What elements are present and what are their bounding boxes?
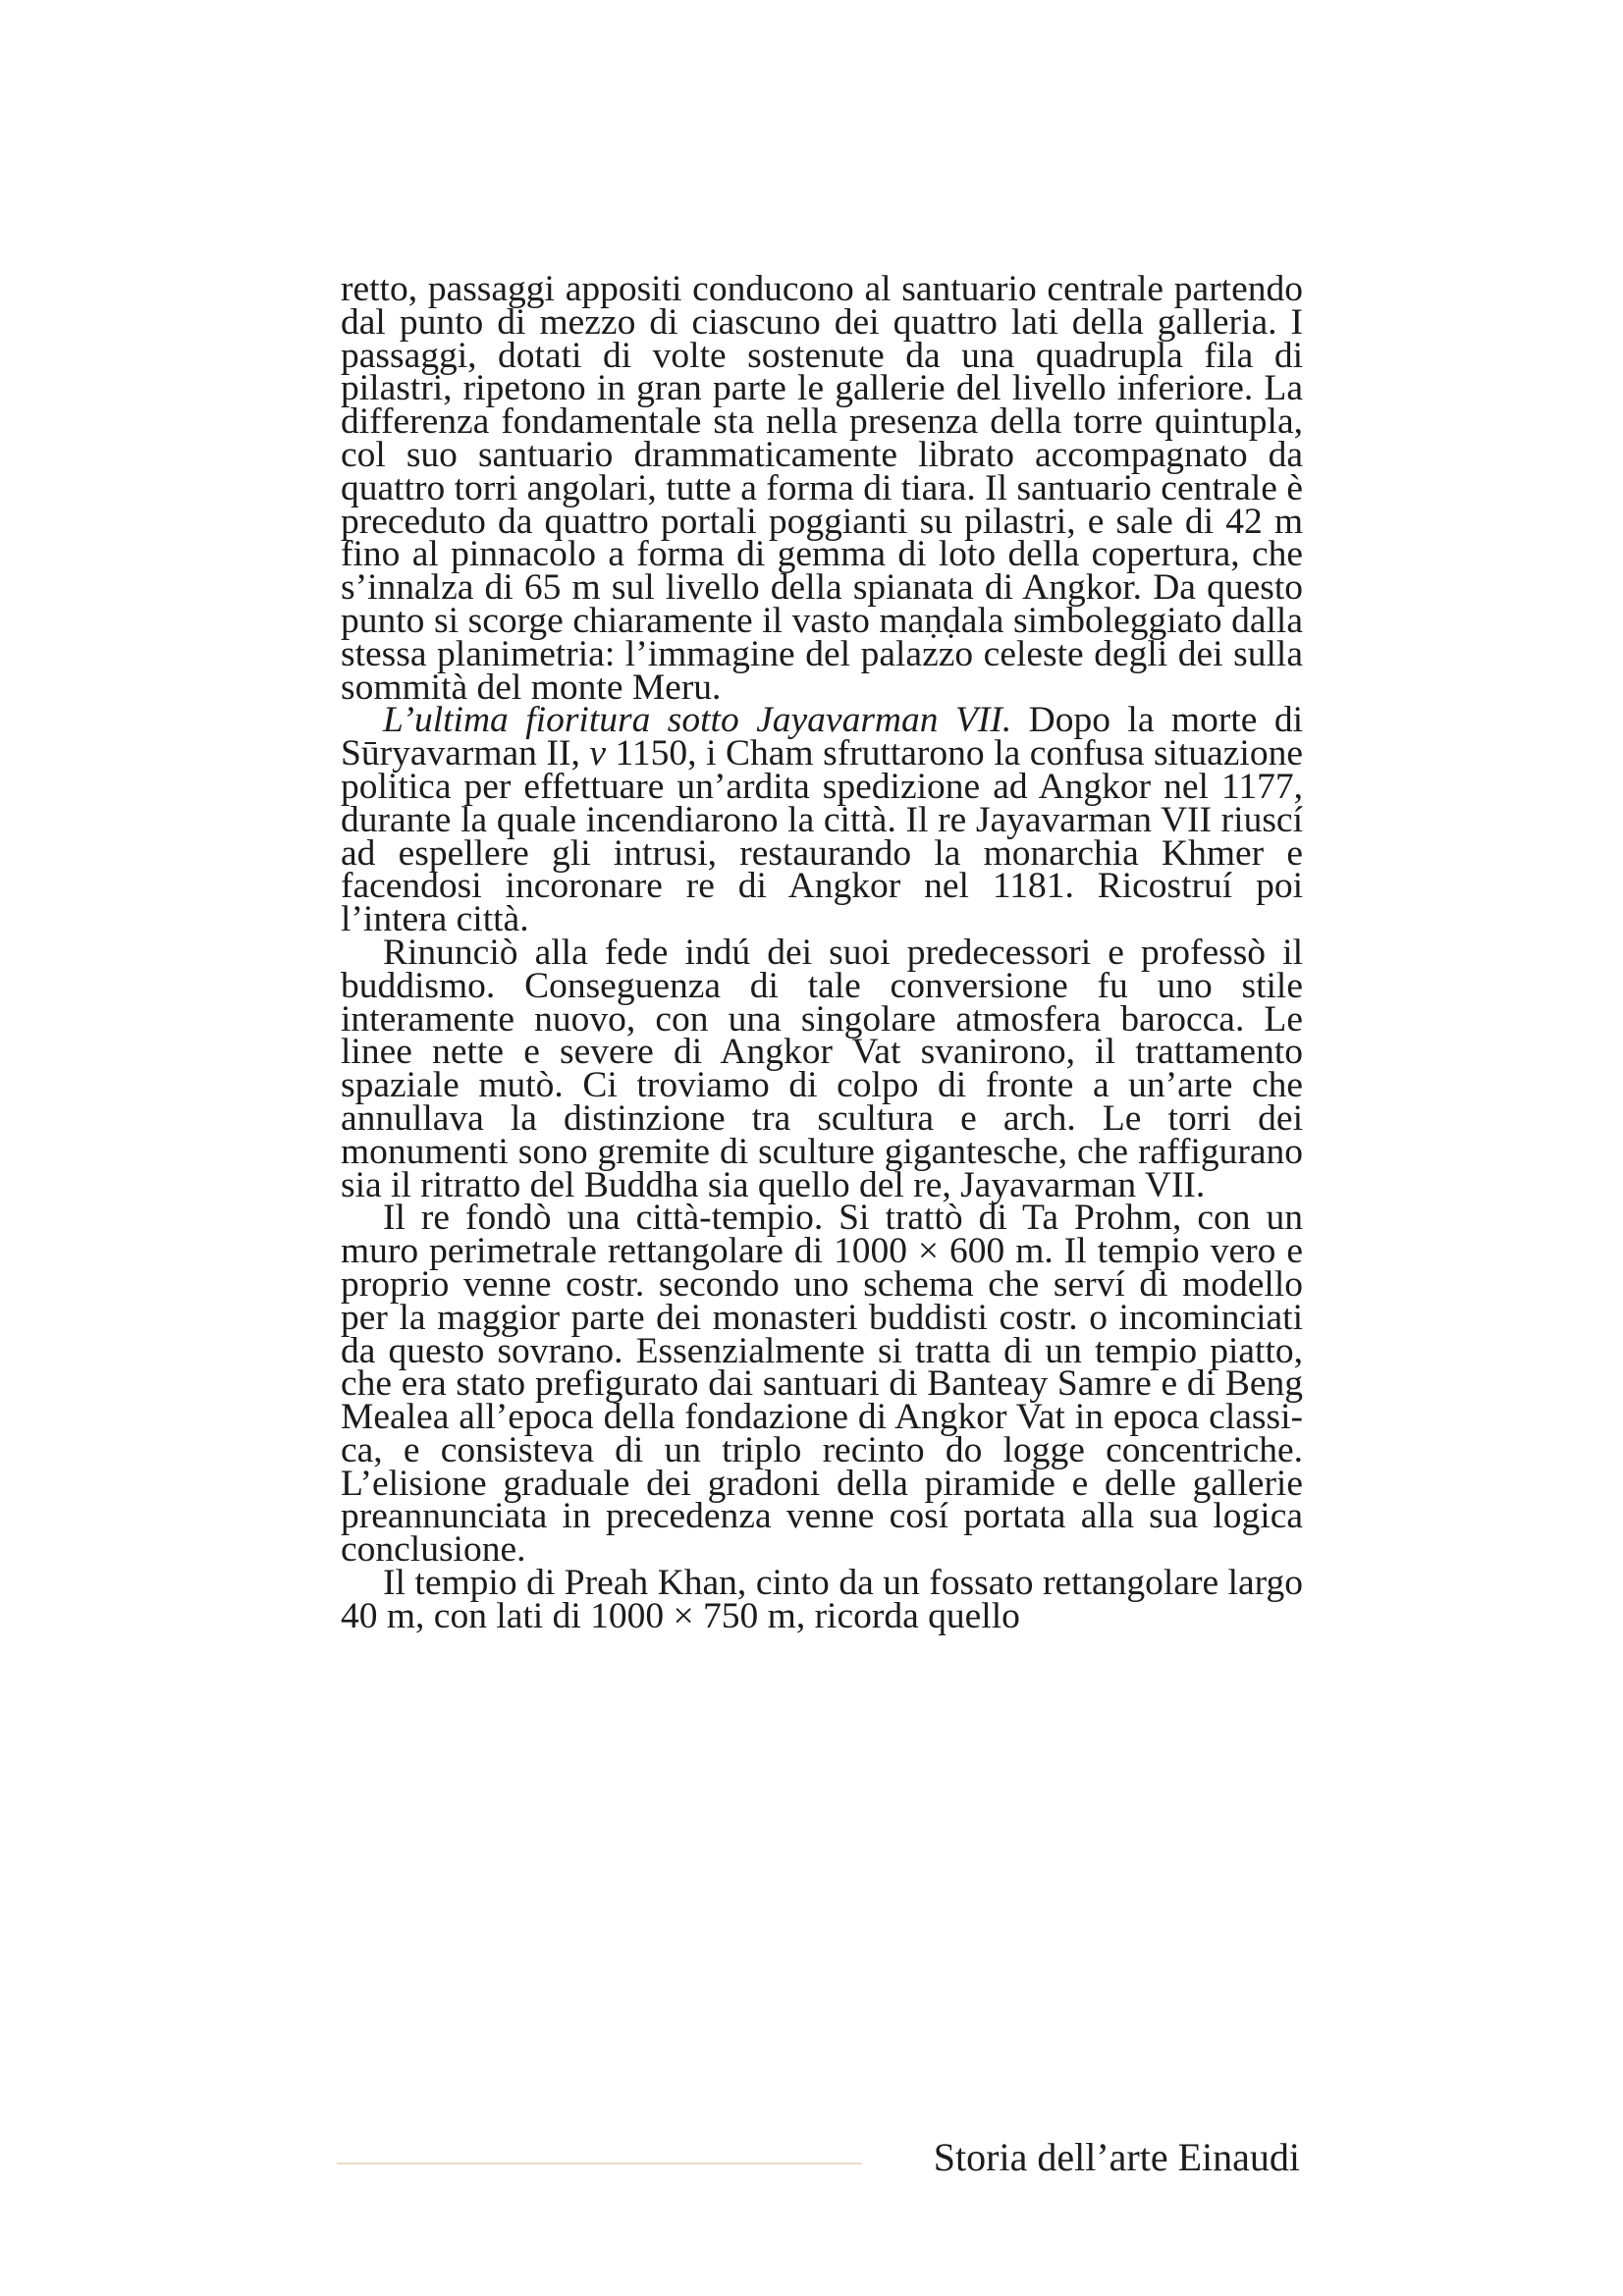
paragraph: Il re fondò una città-tempio. Si trattò di Ta Prohm, con un muro perimetrale rettangolare di 1000 × 600 m. Il tempio vero e proprio venne costr. secondo uno schema che serví di modello per la maggior parte dei monasteri buddisti costr. o incominciati da questo sovrano. Essenzialmente si tratta di un tempio piatto, che era stato prefigurato dai santuari di Banteay Samre e di Beng Mealea all’epoca della fondazione di Angkor Vat in epoca classica, e consisteva di un triplo recinto do logge concentriche. L’elisione graduale dei gradoni della piramide e delle gallerie preannunciata in precedenza venne cosí portata alla sua logica conclusione. [341,1198,1303,1571]
circa-abbreviation: v [589,733,607,774]
paragraph-text: Dopo la morte di Sūryavarman II, [341,700,1303,774]
paragraph [341,700,1303,940]
paragraph: Il tempio di Preah Khan, cinto da un fossato rettangolare largo 40 m, con lati di 1000 × 750 m, ricorda quello [341,1563,1303,1636]
footer-rule [337,2163,862,2164]
paragraph: retto, passaggi appositi conducono al santuario centrale partendo dal punto di mezzo di ciascuno dei quattro lati della galleria. I passaggi, dotati di volte sostenute da una quadrupla fila di pilastri, ripetono in gran parte le gallerie del livello inferiore. La differenza fondamentale sta nella presenza della torre quintupla, col suo santuario drammaticamente librato accompagnato da quattro torri angolari, tutte a forma di tiara. Il santuario centrale è preceduto da quattro portali poggianti su pilastri, e sale di 42 m fino al pinnacolo a forma di gemma di loto della copertura, che s’innalza di 65 m sul livello della spianata di Angkor. Da questo punto si scorge chiaramente il vasto maṇḍala simboleggiato dalla stessa planimetria: l’immagine del palazzo celeste degli dei sulla sommità del monte Meru. [341,269,1303,708]
footer-title: Storia dell’arte Einaudi [933,2135,1300,2179]
paragraph-text: 1150, i Cham sfruttarono la confusa situazione politica per effettuare un’ardita spedizione ad Angkor nel 1177, durante la quale incendiarono la città. Il re Jayavarman VII riuscí ad espellere gli intrusi, restaurando la monarchia Khmer e facendosi incoronare re di Angkor nel 1181. Ricostruí poi l’intera città. [341,733,1303,940]
section-heading-italic: L’ultima fioritura sotto Jayavarman VII. [383,700,1012,741]
body-text [341,269,1303,1636]
paragraph: Rinunciò alla fede indú dei suoi predecessori e professò il buddismo. Conseguenza di tale conversione fu uno stile interamente nuovo, con una singolare atmosfera barocca. Le linee nette e severe di Angkor Vat svanirono, il trattamento spaziale mutò. Ci troviamo di colpo di fronte a un’arte che annullava la distinzione tra scultura e arch. Le torri dei monumenti sono gremite di sculture gigantesche, che raffigurano sia il ritratto del Buddha sia quello del re, Jayavarman VII. [341,932,1303,1205]
